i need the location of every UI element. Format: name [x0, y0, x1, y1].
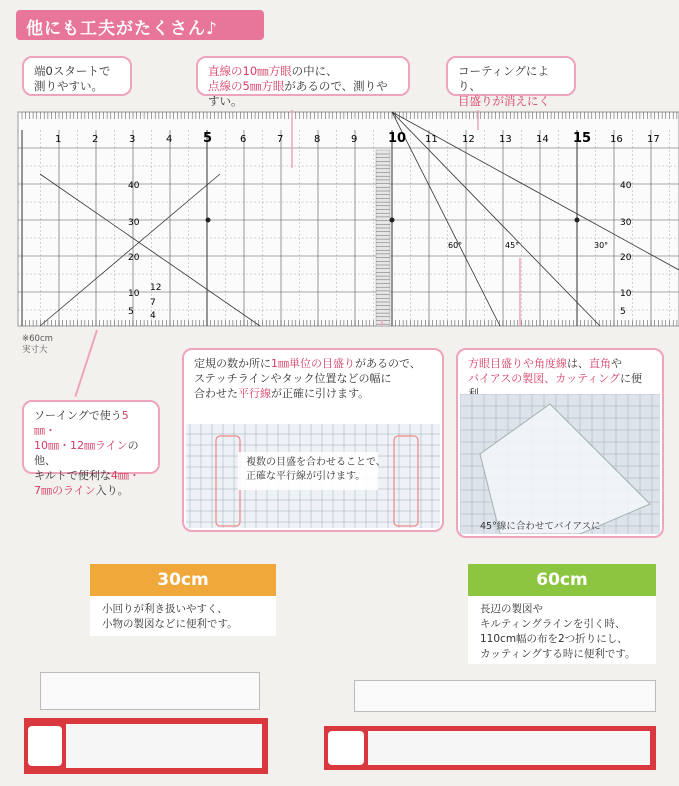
desc-line: キルティングラインを引く時、	[480, 618, 626, 630]
callout-highlight: 10㎜・12㎜ライン	[34, 439, 128, 452]
ruler-number: 10	[388, 131, 407, 146]
ruler-number: 17	[647, 134, 660, 145]
desc-60cm	[468, 596, 656, 664]
callout-highlight: 5㎜・	[34, 409, 129, 437]
callout-highlight: 直角	[589, 357, 611, 370]
side-label: 10	[128, 289, 140, 299]
photo-caption: 45°線に合わせてバイアスに	[480, 521, 601, 532]
callout-text: 入り。	[95, 484, 129, 497]
ruler-illustration	[0, 110, 679, 328]
angle-label: 45°	[505, 241, 520, 250]
photo-graphic	[460, 394, 660, 534]
side-label: 40	[620, 181, 632, 191]
header-bar	[16, 10, 264, 40]
callout-text: の中に、	[291, 64, 338, 78]
callout-line: 端0スタートで	[34, 64, 111, 78]
callout-text: があるので、測りやすい。	[208, 79, 388, 108]
side-label: 20	[128, 253, 140, 263]
side-label: 40	[128, 181, 140, 191]
header-title: 他にも工夫がたくさん♪	[26, 19, 218, 39]
callout-highlight: 目盛りが消えにく	[458, 94, 550, 108]
small-label: 12	[150, 283, 162, 293]
desc-line: 小回りが利き扱いやすく、	[102, 603, 228, 615]
package-window	[368, 731, 650, 765]
badge-30cm	[90, 564, 276, 596]
callout-zero-start	[22, 56, 132, 96]
ruler-number: 16	[610, 134, 623, 145]
ruler-number: 6	[240, 134, 247, 145]
ruler-number: 12	[462, 134, 475, 145]
side-label: 5	[128, 307, 134, 317]
ruler-number: 15	[573, 131, 592, 146]
ruler-number: 2	[92, 134, 99, 145]
side-label: 30	[128, 218, 140, 228]
callout-highlight: 方眼目盛りや角度線	[468, 357, 567, 370]
angle-label: 30°	[594, 241, 609, 250]
photo-caption-line: 正確な平行線が引けます。	[246, 471, 366, 482]
small-label: 7	[150, 298, 156, 308]
side-label: 5	[620, 307, 626, 317]
package-60cm-image	[324, 726, 656, 770]
ruler-number: 11	[425, 134, 438, 145]
badge-60cm	[468, 564, 656, 596]
ruler-number: 13	[499, 134, 512, 145]
small-label: 4	[150, 311, 156, 321]
callout-text: 合わせた	[194, 387, 238, 400]
desc-line: 長辺の製図や	[480, 603, 543, 615]
callout-line: 測りやすい。	[34, 79, 103, 93]
callout-highlight: 点線の5㎜方眼	[208, 79, 285, 93]
callout-text: 定規の数か所に	[194, 357, 271, 370]
package-label	[328, 731, 364, 765]
callout-coating	[446, 56, 576, 108]
bias-cutting-photo	[460, 394, 660, 534]
callout-highlight: バイアスの製図、カッティング	[468, 372, 621, 385]
center-dot	[390, 218, 395, 223]
photo-caption-line: 複数の目盛を合わせることで、	[246, 457, 386, 468]
badge-label: 60cm	[536, 570, 588, 590]
callout-highlight: 4㎜・	[110, 469, 140, 482]
photo-caption	[246, 456, 386, 484]
scale-note-line: ※60cm	[22, 334, 53, 344]
callout-text: キルトで便利な	[34, 469, 111, 482]
center-dot	[206, 218, 211, 223]
side-label: 30	[620, 218, 632, 228]
highlight-frame	[394, 436, 418, 526]
callout-highlight: 平行線	[238, 387, 271, 400]
highlight-frame	[216, 436, 240, 526]
ruler-number: 7	[277, 134, 284, 145]
desc-line: カッティングする時に便利です。	[480, 648, 636, 660]
callout-line: ステッチラインやタック位置などの幅に	[194, 372, 392, 385]
ruler-on-fabric	[480, 404, 650, 534]
callout-line: コーティングにより、	[458, 64, 549, 93]
callout-text: ソーイングで使う	[34, 409, 122, 422]
ruler-number: 1	[55, 134, 62, 145]
desc-line: 小物の製図などに便利です。	[102, 618, 238, 630]
callout-sewing-lines	[22, 400, 160, 497]
callout-text: や	[611, 357, 622, 370]
ruler-number: 9	[351, 134, 358, 145]
ruler-number: 8	[314, 134, 321, 145]
callout-text: は、	[567, 357, 589, 370]
pointer-line	[74, 330, 98, 397]
callout-highlight: 1㎜単位の目盛り	[271, 357, 355, 370]
package-window	[66, 724, 262, 768]
callout-text: に便	[620, 372, 643, 385]
callout-text: の他、	[34, 439, 139, 467]
package-30cm-image	[24, 718, 268, 774]
desc-line: 110cm幅の布を2つ折りにし、	[480, 633, 628, 645]
ruler-number: 5	[203, 131, 213, 146]
parallel-line-photo	[186, 424, 440, 528]
ruler-number: 14	[536, 134, 549, 145]
scale-note-line: 実寸大	[22, 345, 48, 355]
callout-grid	[196, 56, 410, 108]
center-dot	[575, 218, 580, 223]
ruler-number: 3	[129, 134, 136, 145]
callout-highlight: 7㎜のライン	[34, 484, 96, 497]
ruler-number: 4	[166, 134, 173, 145]
ruler-30cm-image	[40, 672, 260, 710]
desc-30cm	[90, 596, 276, 636]
badge-label: 30cm	[157, 570, 209, 590]
callout-text: があるので、	[355, 357, 421, 370]
callout-highlight: 直線の10㎜方眼	[208, 64, 292, 78]
ruler-60cm-image	[354, 680, 656, 712]
side-label: 20	[620, 253, 632, 263]
angle-label: 60°	[448, 241, 463, 250]
side-label: 10	[620, 289, 632, 299]
scale-note	[22, 334, 53, 356]
callout-text: が正確に引けます。	[271, 387, 370, 400]
package-label	[28, 726, 62, 766]
